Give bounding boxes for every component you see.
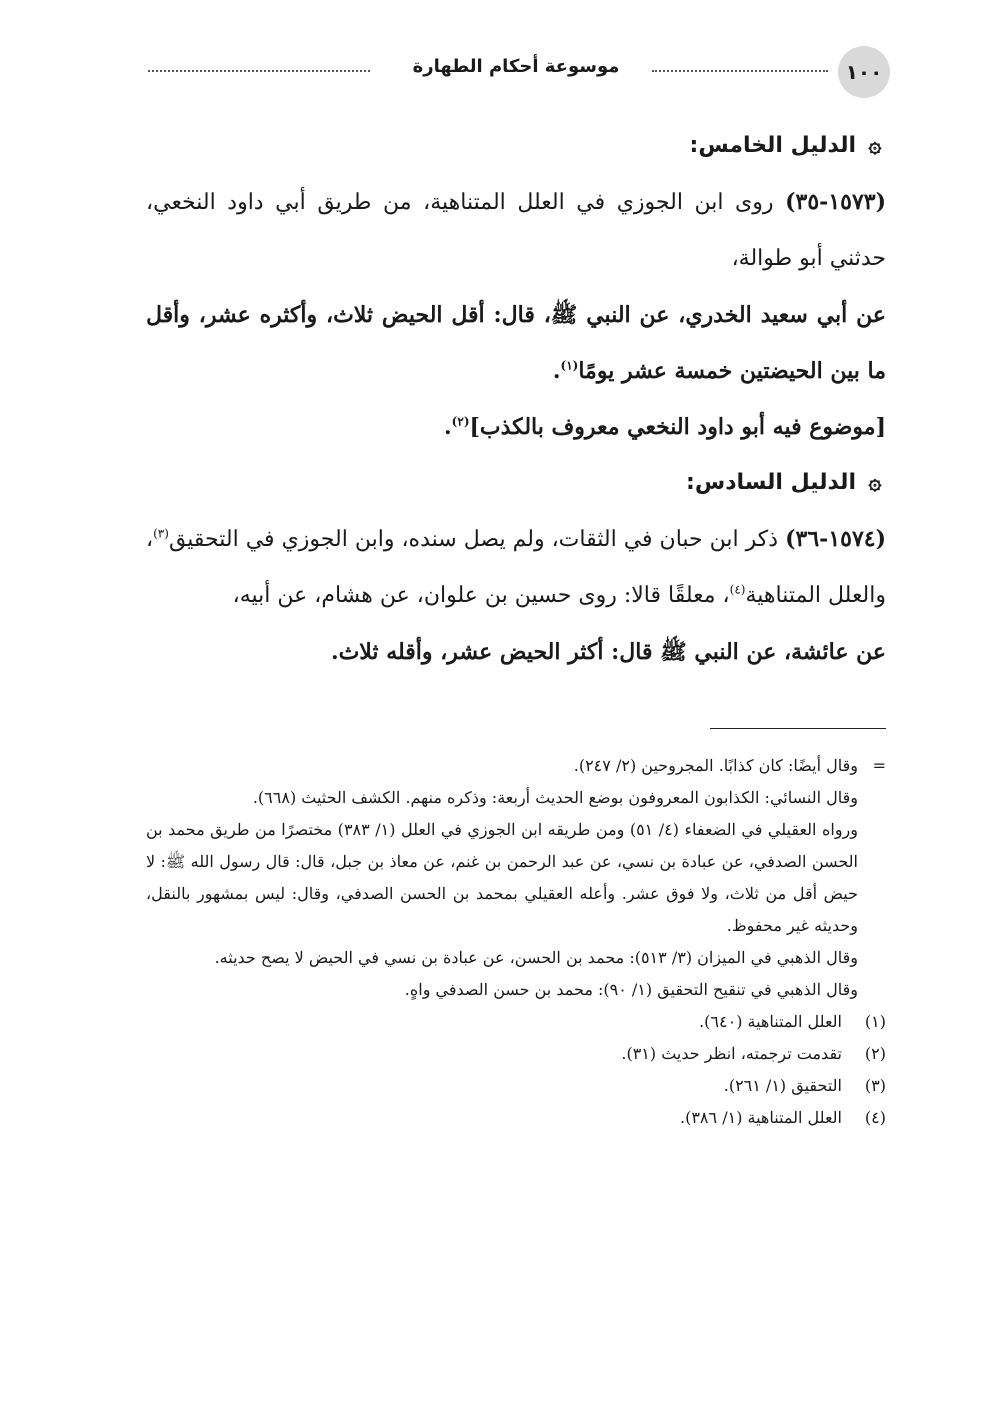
- footnote-number: (٣): [864, 1076, 886, 1095]
- hadith-number: (١٥٧٤-٣٦): [785, 526, 886, 552]
- continuation-marker: =: [872, 756, 886, 775]
- verdict-text: [موضوع فيه أبو داود النخعي معروف بالكذب]: [469, 414, 886, 440]
- footnote-continuation: وقال الذهبي في تنقيح التحقيق (١/ ٩٠): محمد بن حسن الصدفي واهٍ.: [404, 980, 858, 999]
- page-header: [140, 46, 890, 98]
- hadith-chain: (١٥٧٤-٣٦) ذكر ابن حبان في الثقات، ولم يصل سنده، وابن الجوزي في التحقيق$^{(٣)}$، والعلل المتناهية$^{(٤)}$، معلقًا قالا: روى حسين بن علوان، عن هشام، عن أبيه،: [146, 526, 886, 608]
- footnote-ref: (٢): [451, 414, 470, 429]
- heading-text: الدليل الخامس:: [689, 133, 856, 158]
- footnote-number: (٤): [864, 1108, 886, 1127]
- book-title: موسوعة أحكام الطهارة: [412, 56, 620, 77]
- chain-text: روى ابن الجوزي في العلل المتناهية، من طريق أبي داود النخعي، حدثني أبو طوالة،: [146, 190, 886, 271]
- heading-text: الدليل السادس:: [686, 470, 856, 495]
- footnote-item: [146, 1102, 886, 1134]
- header-dotted-rule-right: [652, 70, 828, 72]
- hadith-text: [146, 624, 886, 680]
- matn-text: عن عائشة، عن النبي ﷺ قال: أكثر الحيض عشر، وأقله ثلاث.: [330, 639, 886, 665]
- header-dotted-rule-left: [148, 70, 370, 72]
- footnote-continuation: ورواه العقيلي في الضعفاء (٤/ ٥١) ومن طريقه ابن الجوزي في العلل (١/ ٣٨٣) مختصرًا من طريق محمد بن الحسن الصدفي، عن عبادة بن نسي، عن عبد الرحمن بن غنم، عن معاذ بن جبل، قال: قال رسول الله ﷺ: لا حيض أقل من ثلاث، ولا فوق عشر. وأعله العقيلي بمحمد بن الحسن الصدفي، وقال: ليس بمشهور بالنقل، وحديثه غير محفوظ.: [146, 820, 859, 935]
- footnote-separator: [710, 728, 886, 729]
- footnote-number: (٢): [864, 1044, 886, 1063]
- footnote-continuation: وقال الذهبي في الميزان (٣/ ٥١٣): محمد بن الحسن، عن عبادة بن نسي في الحيض لا يصح حديثه.: [214, 948, 858, 967]
- footnote-item: [146, 1070, 886, 1102]
- decorative-bullet-icon: ۞: [868, 133, 882, 158]
- matn-text: عن أبي سعيد الخدري، عن النبي ﷺ، قال: أقل الحيض ثلاث، وأكثره عشر، وأقل ما بين الحيضتين خمسة عشر يومًا: [146, 302, 886, 384]
- footnote-ref: (١): [560, 358, 579, 373]
- section-heading: [146, 455, 886, 511]
- footnote-ref: (٣): [153, 526, 169, 541]
- main-text: [146, 118, 886, 680]
- footnotes: [146, 750, 886, 1134]
- hadith-verdict: [موضوع فيه أبو داود النخعي معروف بالكذب]$^{(٢)}$.: [444, 414, 886, 440]
- footnote-continuation: = وقال أيضًا: كان كذابًا. المجروحين (٢/ ٢٤٧).: [146, 750, 886, 782]
- footnote-text: التحقيق (١/ ٢٦١).: [723, 1076, 842, 1095]
- footnote-ref: (٤): [729, 582, 746, 597]
- decorative-bullet-icon: ۞: [868, 470, 882, 495]
- footnote-item: [146, 1038, 886, 1070]
- footnote-item: [146, 1006, 886, 1038]
- chain-text: ذكر ابن حبان في الثقات، ولم يصل سنده، وابن الجوزي في التحقيق: [168, 527, 779, 552]
- footnote-text: تقدمت ترجمته، انظر حديث (٣١).: [621, 1044, 842, 1063]
- page-number: ١٠٠: [838, 46, 890, 98]
- hadith-chain: [146, 174, 886, 287]
- footnote-continuation: وقال النسائي: الكذابون المعروفون بوضع الحديث أربعة: وذكره منهم. الكشف الحثيث (٦٦٨).: [252, 788, 858, 807]
- footnote-text: العلل المتناهية (٦٤٠).: [699, 1012, 842, 1031]
- footnote-number: (١): [864, 1012, 886, 1031]
- hadith-text: عن أبي سعيد الخدري، عن النبي ﷺ، قال: أقل الحيض ثلاث، وأكثره عشر، وأقل ما بين الحيضتين خمسة عشر يومًا$^{(١)}$.: [146, 302, 886, 384]
- footnote-text: العلل المتناهية (١/ ٣٨٦).: [680, 1108, 842, 1127]
- section-heading: [146, 118, 886, 174]
- hadith-number: (١٥٧٣-٣٥): [785, 189, 886, 215]
